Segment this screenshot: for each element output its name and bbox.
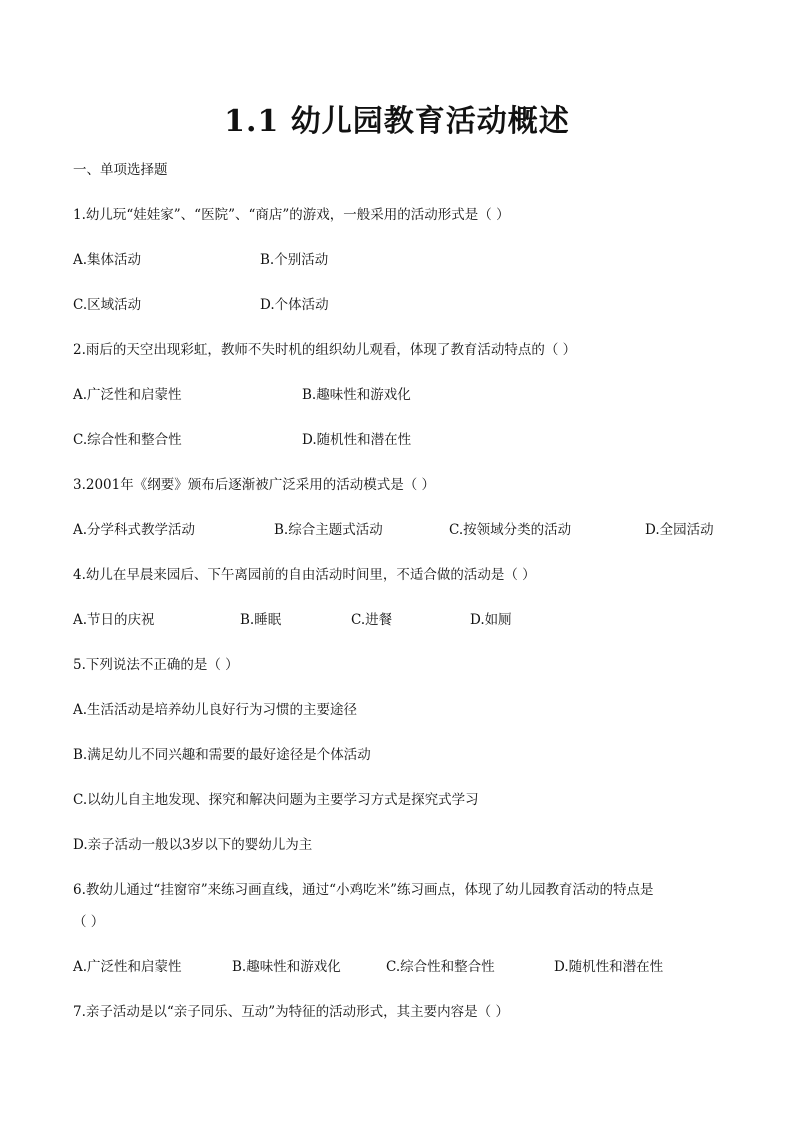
question-3-option-b: B.综合主题式活动 [274, 522, 383, 538]
question-6-option-a: A.广泛性和启蒙性 [73, 959, 182, 975]
page-title: 1.1 幼儿园教育活动概述 [224, 104, 570, 139]
question-1-option-d: D.个体活动 [260, 297, 329, 313]
question-6-option-b: B.趣味性和游戏化 [232, 959, 341, 975]
question-2-option-b: B.趣味性和游戏化 [302, 387, 411, 403]
question-6-option-c: C.综合性和整合性 [386, 959, 495, 975]
question-1-option-c: C.区域活动 [73, 297, 142, 313]
question-7-stem: 7.亲子活动是以“亲子同乐、互动”为特征的活动形式，其主要内容是（ ） [73, 1004, 509, 1020]
question-4-stem: 4.幼儿在早晨来园后、下午离园前的自由活动时间里，不适合做的活动是（ ） [73, 567, 536, 583]
question-2-stem: 2.雨后的天空出现彩虹，教师不失时机的组织幼儿观看，体现了教育活动特点的（ ） [73, 342, 577, 358]
question-2-option-c: C.综合性和整合性 [73, 432, 182, 448]
question-3-option-a: A.分学科式教学活动 [73, 522, 196, 538]
question-3-option-c: C.按领域分类的活动 [449, 522, 572, 538]
question-3-stem: 3.2001年《纲要》颁布后逐渐被广泛采用的活动模式是（ ） [73, 477, 436, 493]
question-5-option-a: A.生活活动是培养幼儿良好行为习惯的主要途径 [73, 702, 358, 718]
question-2-option-d: D.随机性和潜在性 [302, 432, 412, 448]
question-6-stem: 6.教幼儿通过“挂窗帘”来练习画直线，通过“小鸡吃米”练习画点，体现了幼儿园教育活动的特点是 [73, 882, 654, 898]
question-1-option-b: B.个别活动 [260, 252, 329, 268]
question-1-option-a: A.集体活动 [73, 252, 142, 268]
section-heading: 一、单项选择题 [73, 162, 168, 178]
question-4-option-c: C.进餐 [351, 612, 393, 628]
question-3-option-d: D.全园活动 [645, 522, 714, 538]
question-4-option-d: D.如厕 [470, 612, 512, 628]
question-5-option-b: B.满足幼儿不同兴趣和需要的最好途径是个体活动 [73, 747, 371, 763]
question-6-option-d: D.随机性和潜在性 [554, 959, 664, 975]
question-1-stem: 1.幼儿玩“娃娃家”、“医院”、“商店”的游戏，一般采用的活动形式是（ ） [73, 207, 510, 223]
question-6-stem-continued: （ ） [73, 914, 105, 930]
question-5-stem: 5.下列说法不正确的是（ ） [73, 657, 239, 673]
question-5-option-d: D.亲子活动一般以3岁以下的婴幼儿为主 [73, 837, 313, 853]
question-4-option-b: B.睡眠 [240, 612, 282, 628]
question-5-option-c: C.以幼儿自主地发现、探究和解决问题为主要学习方式是探究式学习 [73, 792, 479, 808]
question-2-option-a: A.广泛性和启蒙性 [73, 387, 182, 403]
question-4-option-a: A.节日的庆祝 [73, 612, 155, 628]
